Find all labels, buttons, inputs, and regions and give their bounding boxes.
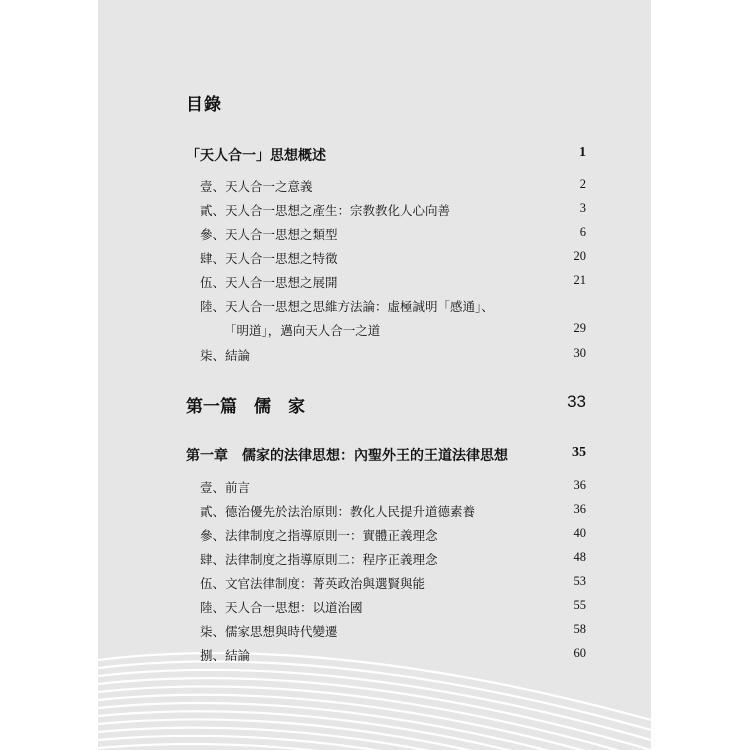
toc-entry-page: 2 [579, 177, 586, 191]
toc-entry-page: 30 [573, 346, 586, 360]
toc-entry-label: 肆、天人合一思想之特徵 [200, 251, 338, 266]
toc-entry-page: 48 [573, 550, 586, 564]
toc-entry-label: 壹、前言 [200, 480, 251, 495]
toc-entry-page: 40 [573, 526, 586, 540]
toc-entry-page: 58 [573, 622, 586, 636]
toc-entry-page: 55 [573, 598, 586, 612]
toc-entry-label: 伍、文官法律制度：菁英政治與選賢與能 [200, 576, 426, 591]
toc-entry-label: 捌、結論 [200, 648, 251, 663]
toc-chapter-heading[interactable] [186, 445, 586, 465]
toc-entry-page: 29 [573, 321, 586, 335]
toc-entry-label: 壹、天人合一之意義 [200, 179, 313, 194]
toc-entry-page: 6 [579, 225, 586, 239]
toc-entry-page: 21 [573, 273, 586, 287]
toc-entry-page: 60 [573, 646, 586, 660]
toc-entry-label: 參、天人合一思想之類型 [200, 227, 338, 242]
toc-entry-continuation[interactable] [224, 321, 586, 339]
toc-entry[interactable] [200, 598, 586, 616]
toc-entry[interactable] [200, 526, 586, 544]
toc-entry[interactable] [200, 574, 586, 592]
toc-entry[interactable] [200, 201, 586, 219]
toc-part-title: 第一篇 儒 家 [186, 397, 305, 417]
toc-entry[interactable] [200, 646, 586, 664]
toc-entry[interactable] [200, 273, 586, 291]
toc-entry[interactable] [200, 478, 586, 496]
toc-part-page: 33 [567, 392, 586, 411]
toc-entry-page: 53 [573, 574, 586, 588]
toc-entry-label: 「明道」，邁向天人合一之道 [224, 323, 381, 338]
toc-entry-label: 柒、結論 [200, 348, 251, 363]
toc-entry[interactable] [200, 346, 586, 364]
toc-entry[interactable] [200, 225, 586, 243]
toc-entry-label: 貳、德治優先於法治原則：教化人民提升道德素養 [200, 504, 476, 519]
toc-chapter-title: 第一章 儒家的法律思想：內聖外王的王道法律思想 [186, 448, 508, 464]
toc-entry-label: 肆、法律制度之指導原則二：程序正義理念 [200, 552, 438, 567]
toc-title: 目錄 [186, 95, 222, 115]
toc-entry-label: 貳、天人合一思想之產生：宗教教化人心向善 [200, 203, 451, 218]
toc-entry[interactable] [200, 297, 586, 315]
toc-entry-page: 20 [573, 249, 586, 263]
toc-entry[interactable] [200, 622, 586, 640]
toc-entry-label: 陸、天人合一思想之思維方法論：虛極誠明「感通」、 [200, 299, 494, 314]
toc-section-heading[interactable] [186, 145, 586, 165]
toc-entry-page: 36 [573, 502, 586, 516]
toc-entry-label: 伍、天人合一思想之展開 [200, 275, 338, 290]
toc-part-heading[interactable] [186, 392, 586, 417]
toc-entry-label: 參、法律制度之指導原則一：實體正義理念 [200, 528, 438, 543]
toc-entry[interactable] [200, 249, 586, 267]
toc-section-page: 1 [579, 145, 586, 160]
book-page [98, 0, 651, 750]
toc-section-title: 「天人合一」思想概述 [186, 148, 326, 164]
toc-entry-label: 陸、天人合一思想：以道治國 [200, 600, 363, 615]
toc-entry-page: 3 [579, 201, 586, 215]
toc-entry[interactable] [200, 177, 586, 195]
toc-chapter-page: 35 [572, 445, 586, 460]
toc-entry[interactable] [200, 502, 586, 520]
toc-entry[interactable] [200, 550, 586, 568]
toc-entry-label: 柒、儒家思想與時代變遷 [200, 624, 338, 639]
toc-entry-page: 36 [573, 478, 586, 492]
